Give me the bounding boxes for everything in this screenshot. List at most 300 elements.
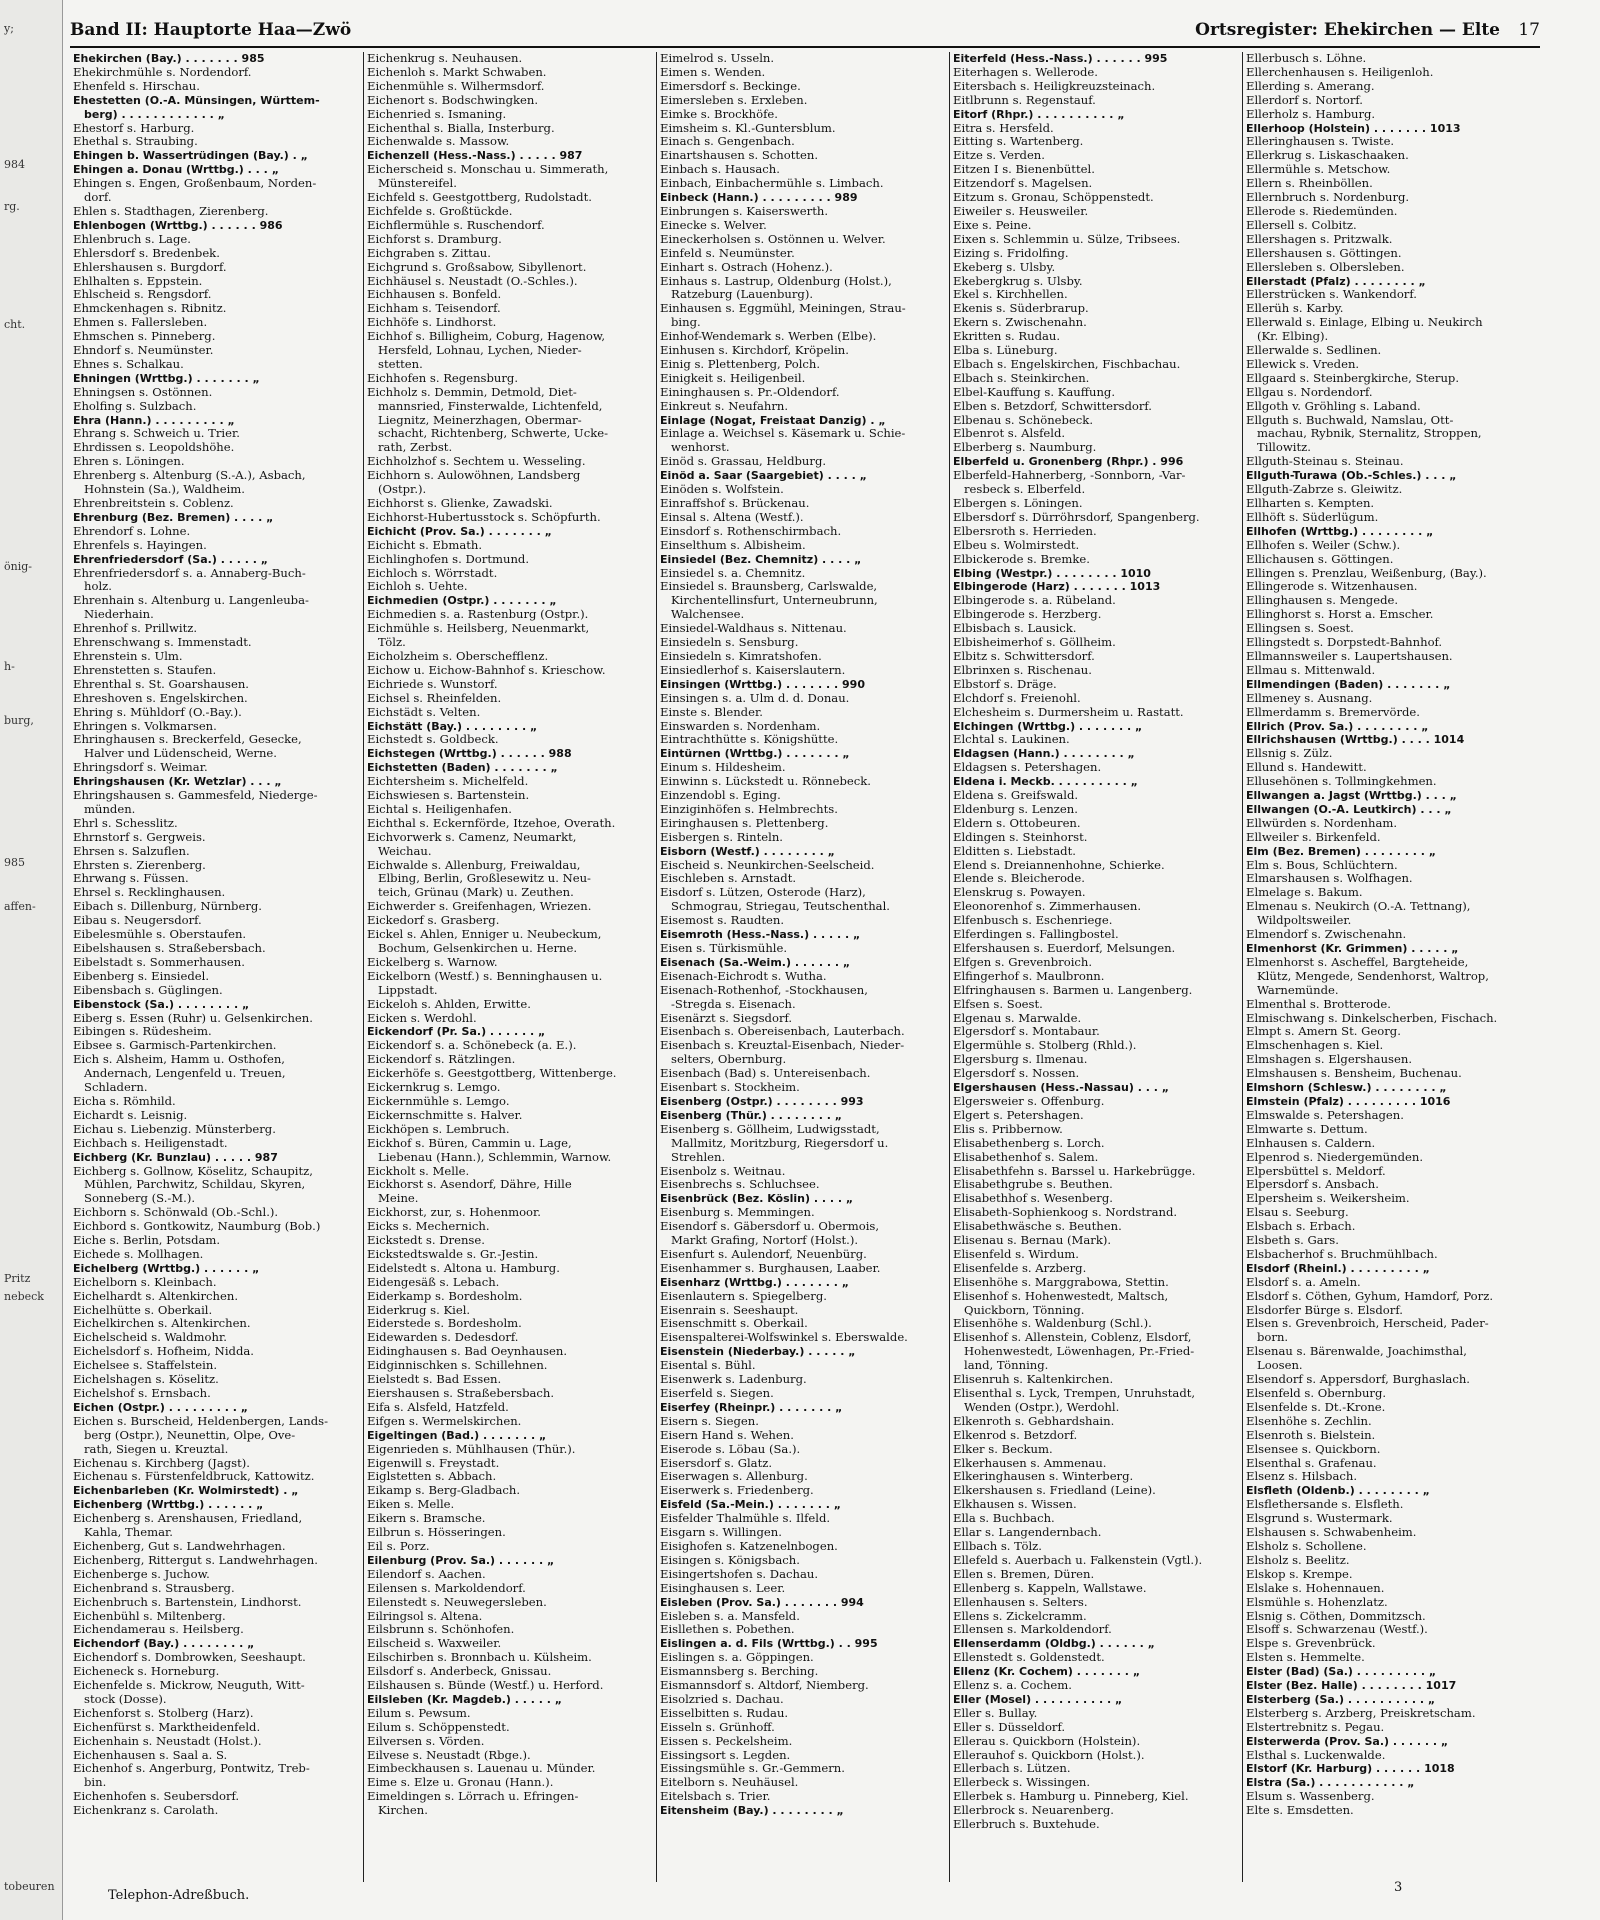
- register-entry: Eichenhain s. Neustadt (Holst.).: [73, 1734, 262, 1748]
- register-entry-continuation: stock (Dosse).: [84, 1692, 167, 1706]
- register-entry-continuation: Ratzeburg (Lauenburg).: [671, 288, 814, 302]
- register-entry: Eisolzried s. Dachau.: [660, 1692, 784, 1706]
- register-entry: Eilenstedt s. Neuwegersleben.: [367, 1595, 547, 1609]
- register-entry: Einste s. Blender.: [660, 705, 763, 719]
- register-entry-continuation: land, Tönning.: [964, 1359, 1049, 1373]
- register-entry: Einbrungen s. Kaiserswerth.: [660, 204, 829, 218]
- register-entry: Elmendorf s. Zwischenahn.: [1246, 928, 1407, 942]
- register-entry: Elgenau s. Marwalde.: [953, 1011, 1082, 1025]
- register-entry: Eiterhagen s. Wellerode.: [953, 65, 1098, 79]
- register-entry: Eilbrun s. Hösseringen.: [367, 1526, 506, 1540]
- register-entry: Eickendorf s. Rätzlingen.: [367, 1053, 516, 1067]
- register-entry: Eiche s. Berlin, Potsdam.: [73, 1234, 221, 1248]
- register-entry: Eimbeckhausen s. Lauenau u. Münder.: [367, 1762, 596, 1776]
- register-entry: Ellmerdamm s. Bremervörde.: [1246, 705, 1420, 719]
- register-entry: Einlage a. Weichsel s. Käsemark u. Schie-: [660, 427, 906, 441]
- edge-fragment: affen-: [4, 900, 36, 913]
- register-entry: Elbergen s. Löningen.: [953, 497, 1083, 510]
- register-entry-continuation: rath, Zerbst.: [378, 441, 453, 455]
- register-entry: Elberfeld-Hahnerberg, -Sonnborn, -Var-: [953, 469, 1186, 483]
- register-entry: Eichhorst s. Glienke, Zawadski.: [367, 497, 553, 510]
- register-entry: Eichberg (Kr. Bunzlau) . . . . . 987: [73, 1150, 278, 1164]
- register-entry: Eiringhausen s. Plettenberg.: [660, 816, 829, 830]
- register-entry: Elbach s. Steinkirchen.: [953, 371, 1090, 385]
- register-entry: Eickstedt s. Drense.: [367, 1234, 485, 1248]
- register-entry: Eichelberg (Wrttbg.) . . . . . . „: [73, 1261, 260, 1275]
- register-entry: Eifa s. Alsfeld, Hatzfeld.: [367, 1400, 509, 1414]
- register-entry: Eibensbach s. Güglingen.: [73, 983, 223, 997]
- register-entry: Ellerstadt (Pfalz) . . . . . . . . „: [1246, 274, 1426, 288]
- register-entry: Eixe s. Peine.: [953, 218, 1032, 232]
- register-entry: Elsflethersande s. Elsfleth.: [1246, 1498, 1404, 1512]
- register-entry: Eichelshof s. Ernsbach.: [73, 1387, 211, 1400]
- register-entry: Elfsen s. Soest.: [953, 997, 1043, 1011]
- register-entry: Elsenz s. Hilsbach.: [1246, 1470, 1358, 1484]
- register-entry: Eichwerder s. Greifenhagen, Wriezen.: [367, 900, 592, 914]
- register-entry: Elkhausen s. Wissen.: [953, 1498, 1077, 1512]
- register-entry: Ellerau s. Quickborn (Holstein).: [953, 1734, 1141, 1748]
- register-entry: Ehrenthal s. St. Goarshausen.: [73, 677, 249, 691]
- register-entry: Elferdingen s. Fallingbostel.: [953, 928, 1119, 942]
- register-entry: Elisenhof s. Allenstein, Coblenz, Elsdorf,: [953, 1331, 1192, 1345]
- register-entry: Ekritten s. Rudau.: [953, 330, 1061, 344]
- register-entry: Eiglstetten s. Abbach.: [367, 1470, 497, 1484]
- register-entry: Elbersroth s. Herrieden.: [953, 524, 1097, 538]
- register-entry: Elsten s. Hemmelte.: [1246, 1651, 1365, 1665]
- register-entry: Ellingen s. Prenzlau, Weißenburg, (Bay.).: [1246, 566, 1487, 580]
- register-entry: Eilsdorf s. Anderbeck, Gnissau.: [367, 1665, 552, 1679]
- register-entry: Eislingen s. a. Göppingen.: [660, 1651, 814, 1665]
- register-entry: Ellgoth v. Gröhling s. Laband.: [1246, 399, 1421, 413]
- register-entry: Eichfelde s. Großtückde.: [367, 204, 513, 218]
- register-entry: Elba s. Lüneburg.: [953, 344, 1058, 358]
- register-entry: Ekenis s. Süderbrarup.: [953, 302, 1089, 316]
- register-entry: Eiserfeld s. Siegen.: [660, 1387, 774, 1400]
- register-entry: Eleonorenhof s. Zimmerhausen.: [953, 900, 1142, 914]
- register-entry: Elpenrod s. Niedergemünden.: [1246, 1150, 1424, 1164]
- register-entry: Eichenzell (Hess.-Nass.) . . . . . 987: [367, 149, 583, 163]
- register-entry: Eichenwalde s. Massow.: [367, 135, 510, 149]
- register-entry: Eichendorf (Bay.) . . . . . . . . „: [73, 1637, 255, 1651]
- register-entry: Elben s. Betzdorf, Schwittersdorf.: [953, 399, 1152, 413]
- register-entry: Eichforst s. Dramburg.: [367, 232, 502, 246]
- register-entry: Ehringsdorf s. Weimar.: [73, 761, 208, 775]
- register-entry: Einfeld s. Neumünster.: [660, 246, 795, 260]
- register-entry: Einziginhöfen s. Helmbrechts.: [660, 802, 838, 816]
- register-entry: Ehrenstein s. Ulm.: [73, 649, 183, 663]
- register-entry: Ellbach s. Tölz.: [953, 1539, 1042, 1553]
- register-entry: Eisenspalterei-Wolfswinkel s. Eberswalde.: [660, 1331, 908, 1345]
- register-entry: Eichenhofen s. Seubersdorf.: [73, 1790, 240, 1804]
- register-entry: Ehrenbreitstein s. Coblenz.: [73, 497, 234, 510]
- register-entry-continuation: bin.: [84, 1776, 107, 1790]
- register-entry: Elsbacherhof s. Bruchmühlbach.: [1246, 1247, 1438, 1261]
- register-entry: Ellhöft s. Süderlügum.: [1246, 510, 1379, 524]
- register-entry: Elmwarte s. Dettum.: [1246, 1122, 1368, 1136]
- register-entry: Elmstein (Pfalz) . . . . . . . . . 1016: [1246, 1094, 1451, 1108]
- register-entry: Eichlinghofen s. Dortmund.: [367, 552, 530, 566]
- register-entry: Eichstegen (Wrttbg.) . . . . . . 988: [367, 747, 572, 761]
- register-entry: Einsiedeln s. Sensburg.: [660, 636, 799, 650]
- register-entry: Ehrenschwang s. Immenstadt.: [73, 636, 252, 650]
- register-entry-continuation: Sonneberg (S.-M.).: [84, 1192, 196, 1206]
- register-entry: Eisllethen s. Pobethen.: [660, 1623, 795, 1637]
- register-entry: Ehrenstetten s. Staufen.: [73, 663, 217, 677]
- edge-fragment: nebeck: [4, 1290, 44, 1303]
- register-entry: Eisendorf s. Gäbersdorf u. Obermois,: [660, 1220, 880, 1234]
- register-entry: Eissingsort s. Legden.: [660, 1748, 791, 1762]
- register-entry: Einwinn s. Lückstedt u. Rönnebeck.: [660, 775, 871, 789]
- page-header: [70, 18, 1540, 48]
- register-entry: Ellguth s. Buchwald, Namslau, Ott-: [1246, 413, 1454, 427]
- register-entry: Eichloch s. Wörrstadt.: [367, 566, 498, 580]
- register-entry: Elmenthal s. Brotterode.: [1246, 997, 1391, 1011]
- register-entry: Elbing (Westpr.) . . . . . . . . 1010: [953, 566, 1151, 580]
- register-entry: Eintürnen (Wrttbg.) . . . . . . . „: [660, 747, 850, 761]
- register-entry: Eilshausen s. Bünde (Westf.) u. Herford.: [367, 1679, 604, 1693]
- register-entry: Ellershagen s. Pritzwalk.: [1246, 232, 1393, 246]
- register-entry: Eislingen a. d. Fils (Wrttbg.) . . 995: [660, 1637, 878, 1651]
- register-entry: Elenskrug s. Powayen.: [953, 886, 1086, 900]
- register-entry: Eichenforst s. Stolberg (Harz).: [73, 1706, 254, 1720]
- edge-fragment: h-: [4, 660, 15, 673]
- register-entry-continuation: berg) . . . . . . . . . . . . „: [84, 107, 225, 121]
- register-entry: Eiserode s. Löbau (Sa.).: [660, 1442, 801, 1456]
- register-entry: Eichstädt s. Velten.: [367, 705, 481, 719]
- register-entry: Eitzendorf s. Magelsen.: [953, 177, 1093, 191]
- register-entry: Eichbord s. Gontkowitz, Naumburg (Bob.): [73, 1220, 321, 1234]
- register-entry: Eickel s. Ahlen, Enniger u. Neubeckum,: [367, 928, 602, 942]
- register-entry: Ehndorf s. Neumünster.: [73, 344, 214, 358]
- register-entry: Ehlhalten s. Eppstein.: [73, 274, 203, 288]
- edge-fragment: 984: [4, 158, 25, 171]
- register-entry-continuation: Lippstadt.: [378, 983, 438, 997]
- register-entry: Ehlenbruch s. Lage.: [73, 232, 191, 246]
- register-entry: Ehrsel s. Recklinghausen.: [73, 886, 226, 900]
- register-entry-continuation: Wenden (Ostpr.), Werdohl.: [964, 1400, 1120, 1414]
- register-entry: Elisabethfehn s. Barssel u. Harkebrügge.: [953, 1164, 1196, 1178]
- register-entry: Eichborn s. Schönwald (Ob.-Schl.).: [73, 1206, 279, 1220]
- register-entry: Eisenberg (Thür.) . . . . . . . . „: [660, 1108, 842, 1122]
- register-entry: Eichsel s. Rheinfelden.: [367, 691, 502, 705]
- register-entry: Elsau s. Seeburg.: [1246, 1206, 1349, 1220]
- register-entry: Ellernbruch s. Nordenburg.: [1246, 191, 1410, 205]
- register-entry: Ekeberg s. Ulsby.: [953, 260, 1056, 274]
- register-entry: Ellmau s. Mittenwald.: [1246, 663, 1376, 677]
- register-entry: Ehrenfriedersdorf (Sa.) . . . . . „: [73, 552, 268, 566]
- register-entry: Elkenroth s. Gebhardshain.: [953, 1414, 1115, 1428]
- register-entry: Elsenthal s. Grafenau.: [1246, 1456, 1377, 1470]
- register-entry-continuation: Halver und Lüdenscheid, Werne.: [84, 747, 277, 761]
- register-entry: Einbach, Einbachermühle s. Limbach.: [660, 177, 884, 191]
- register-entry: Ellhofen s. Weiler (Schw.).: [1246, 538, 1401, 552]
- register-entry: Ehrenfels s. Hayingen.: [73, 538, 207, 552]
- header-page-number: 17: [1518, 20, 1540, 40]
- register-entry: Elsmühle s. Hohenzlatz.: [1246, 1595, 1388, 1609]
- register-entry: Eichberg s. Gollnow, Köselitz, Schaupitz,: [73, 1164, 313, 1178]
- register-entry: Ehrenburg (Bez. Bremen) . . . . „: [73, 510, 274, 524]
- register-entry: Elmshagen s. Elgershausen.: [1246, 1053, 1413, 1067]
- register-entry: Eller s. Düsseldorf.: [953, 1720, 1066, 1734]
- edge-fragment: tobeuren: [4, 1880, 55, 1893]
- register-entry-continuation: Elbing, Berlin, Großlesewitz u. Neu-: [378, 872, 591, 886]
- register-entry: Ellinghorst s. Horst a. Emscher.: [1246, 608, 1434, 622]
- register-entry: Eisemost s. Raudten.: [660, 914, 785, 928]
- register-entry: Ellenhausen s. Selters.: [953, 1595, 1088, 1609]
- edge-fragment: burg,: [4, 714, 34, 727]
- register-entry: Ehlscheid s. Rengsdorf.: [73, 288, 212, 302]
- register-entry: Eichen (Ostpr.) . . . . . . . . . „: [73, 1400, 249, 1414]
- register-entry: Eimelrod s. Usseln.: [660, 52, 775, 65]
- register-entry: Eisenharz (Wrttbg.) . . . . . . . „: [660, 1275, 850, 1289]
- register-entry: Eiserwagen s. Allenburg.: [660, 1470, 808, 1484]
- register-entry: Elis s. Pribbernow.: [953, 1122, 1063, 1136]
- register-entry: Eichenfürst s. Marktheidenfeld.: [73, 1720, 261, 1734]
- register-entry: Ehningen (Wrttbg.) . . . . . . . „: [73, 371, 260, 385]
- register-entry: Elsbach s. Erbach.: [1246, 1220, 1356, 1234]
- register-entry-continuation: (Ostpr.).: [378, 483, 427, 497]
- register-entry: Elchtal s. Laukinen.: [953, 733, 1070, 747]
- register-column-3: [656, 52, 939, 1882]
- register-entry: Eholfing s. Sulzbach.: [73, 399, 197, 413]
- register-entry: Ehmckenhagen s. Ribnitz.: [73, 302, 227, 316]
- register-entry: Eisenburg s. Memmingen.: [660, 1206, 815, 1220]
- register-entry: Eisenhammer s. Burghausen, Laaber.: [660, 1261, 881, 1275]
- register-entry: Eisenberg (Ostpr.) . . . . . . . . 993: [660, 1094, 864, 1108]
- register-entry: Elchdorf s. Freienohl.: [953, 691, 1081, 705]
- register-entry: Ehringen s. Volkmarsen.: [73, 719, 217, 733]
- register-entry: Elsoff s. Schwarzenau (Westf.).: [1246, 1623, 1428, 1637]
- register-entry: Ellsnig s. Zülz.: [1246, 747, 1333, 761]
- register-entry: Elsdorfer Bürge s. Elsdorf.: [1246, 1303, 1403, 1317]
- register-entry: Einöden s. Wolfstein.: [660, 483, 784, 497]
- register-entry: Ellewick s. Vreden.: [1246, 357, 1360, 371]
- register-entry: Elisenhöhe s. Waldenburg (Schl.).: [953, 1317, 1152, 1331]
- register-entry: Elbersdorf s. Dürröhrsdorf, Spangenberg.: [953, 510, 1200, 524]
- register-entry: Eimersdorf s. Beckinge.: [660, 79, 801, 93]
- register-entry: Eichfeld s. Geestgottberg, Rudolstadt.: [367, 191, 592, 205]
- register-entry: Elisenhöhe s. Marggrabowa, Stettin.: [953, 1275, 1169, 1289]
- register-entry: Eisinghausen s. Leer.: [660, 1581, 786, 1595]
- register-entry-continuation: schacht, Richtenberg, Schwerte, Ucke-: [378, 427, 609, 441]
- register-entry: Eitelborn s. Neuhäusel.: [660, 1776, 799, 1790]
- register-entry: Einartshausen s. Schotten.: [660, 149, 819, 163]
- register-entry: Einsiedeln s. Kimratshofen.: [660, 649, 822, 663]
- register-entry: Elsen s. Grevenbroich, Herscheid, Pader-: [1246, 1317, 1489, 1331]
- register-entry: Ellen s. Bremen, Düren.: [953, 1567, 1095, 1581]
- register-entry: Eibenberg s. Einsiedel.: [73, 969, 210, 983]
- register-entry-continuation: dorf.: [84, 191, 112, 205]
- register-entry: Eichenfelde s. Mickrow, Neuguth, Witt-: [73, 1679, 305, 1693]
- register-entry: Elfringhausen s. Barmen u. Langenberg.: [953, 983, 1193, 997]
- register-entry: Elgersdorf s. Nossen.: [953, 1067, 1080, 1081]
- register-entry: Elbisbach s. Lausick.: [953, 622, 1077, 636]
- register-entry: Ehestorf s. Harburg.: [73, 121, 195, 135]
- register-entry: Eibelstadt s. Sommerhausen.: [73, 955, 245, 969]
- register-entry: Ehrendorf s. Lohne.: [73, 524, 191, 538]
- register-entry: Einsingen (Wrttbg.) . . . . . . . 990: [660, 677, 865, 691]
- register-entry: Elbingerode (Harz) . . . . . . . 1013: [953, 580, 1161, 594]
- register-entry: Eldenburg s. Lenzen.: [953, 802, 1078, 816]
- register-entry: Ellenberg s. Kappeln, Wallstawe.: [953, 1581, 1147, 1595]
- register-entry: Eichenau s. Fürstenfeldbruck, Kattowitz.: [73, 1470, 315, 1484]
- register-entry: Eisenbolz s. Weitnau.: [660, 1164, 786, 1178]
- register-entry: Ellguth-Turawa (Ob.-Schles.) . . . „: [1246, 469, 1457, 483]
- register-entry: Einsiedlerhof s. Kaiserslautern.: [660, 663, 846, 677]
- register-entry: Ehrenhof s. Prillwitz.: [73, 622, 198, 636]
- register-entry: Elte s. Emsdetten.: [1246, 1804, 1354, 1818]
- register-entry-continuation: berg (Ostpr.), Neunettin, Olpe, Ove-: [84, 1428, 296, 1442]
- register-entry: Eichtersheim s. Michelfeld.: [367, 775, 529, 789]
- register-entry: Ehlenbogen (Wrttbg.) . . . . . . 986: [73, 218, 283, 232]
- register-entry: Elbickerode s. Bremke.: [953, 552, 1090, 566]
- register-entry: Eidinghausen s. Bad Oeynhausen.: [367, 1345, 568, 1359]
- register-entry-continuation: Quickborn, Tönning.: [964, 1303, 1085, 1317]
- register-entry: Elstertrebnitz s. Pegau.: [1246, 1720, 1385, 1734]
- register-entry: Eichenbrand s. Strausberg.: [73, 1581, 235, 1595]
- register-entry: Ehringshausen (Kr. Wetzlar) . . . „: [73, 775, 282, 789]
- register-entry: Eissen s. Peckelsheim.: [660, 1734, 793, 1748]
- register-entry: Elbach s. Engelskirchen, Fischbachau.: [953, 357, 1181, 371]
- register-entry: Elisabeth-Sophienkoog s. Nordstrand.: [953, 1206, 1178, 1220]
- register-entry: Eichicht (Prov. Sa.) . . . . . . . „: [367, 524, 552, 538]
- register-entry: Eichvorwerk s. Camenz, Neumarkt,: [367, 830, 577, 844]
- register-entry: Eichmühle s. Heilsberg, Neuenmarkt,: [367, 622, 590, 636]
- register-entry: Elgersweier s. Offenburg.: [953, 1094, 1105, 1108]
- register-entry: Elbingerode s. Herzberg.: [953, 608, 1102, 622]
- register-entry: Eibelshausen s. Straßebersbach.: [73, 942, 266, 955]
- register-entry: Eiserfey (Rheinpr.) . . . . . . . „: [660, 1400, 843, 1414]
- register-entry: Ellerode s. Riedemünden.: [1246, 204, 1398, 218]
- register-entry: Eichow u. Eichow-Bahnhof s. Krieschow.: [367, 663, 606, 677]
- register-entry: Ellern s. Rheinböllen.: [1246, 177, 1373, 191]
- register-entry: Eil s. Porz.: [367, 1539, 430, 1553]
- register-entry: Eitensheim (Bay.) . . . . . . . . „: [660, 1804, 844, 1818]
- register-entry: Eichelscheid s. Waldmohr.: [73, 1331, 227, 1345]
- register-entry: Ehrdissen s. Leopoldshöhe.: [73, 441, 235, 455]
- register-entry: Einöd a. Saar (Saargebiet) . . . . „: [660, 469, 867, 483]
- register-entry: Elsterberg (Sa.) . . . . . . . . . . „: [1246, 1692, 1436, 1706]
- register-entry: Eibsee s. Garmisch-Partenkirchen.: [73, 1039, 277, 1053]
- register-entry: Eichenhausen s. Saal a. S.: [73, 1748, 228, 1762]
- register-entry: Eisingen s. Königsbach.: [660, 1553, 800, 1567]
- register-entry: Eilscheid s. Waxweiler.: [367, 1637, 502, 1651]
- register-entry: Einig s. Plettenberg, Polch.: [660, 357, 821, 371]
- register-entry: Eibelesmühle s. Oberstaufen.: [73, 928, 247, 942]
- register-entry: Ekern s. Zwischenahn.: [953, 316, 1087, 330]
- register-entry: Eisenberg s. Göllheim, Ludwigsstadt,: [660, 1122, 880, 1136]
- register-entry: Elmischwang s. Dinkelscherben, Fischach.: [1246, 1011, 1498, 1025]
- register-entry-continuation: resbeck s. Elberfeld.: [964, 483, 1086, 497]
- register-entry: Eichede s. Mollhagen.: [73, 1247, 204, 1261]
- register-entry: Eisenärzt s. Siegsdorf.: [660, 1011, 793, 1025]
- register-entry: Eichthal s. Eckernförde, Itzehoe, Overath.: [367, 816, 616, 830]
- register-entry: Elbrinxen s. Rischenau.: [953, 663, 1092, 677]
- register-entry: Eickholt s. Melle.: [367, 1164, 470, 1178]
- register-entry: Eickernmühle s. Lemgo.: [367, 1094, 510, 1108]
- register-entry: Ellerbusch s. Löhne.: [1246, 52, 1367, 65]
- register-entry: Eller s. Bullay.: [953, 1706, 1038, 1720]
- register-entry: Eichenberg s. Arenshausen, Friedland,: [73, 1512, 303, 1526]
- register-entry: Elbel-Kauffung s. Kauffung.: [953, 385, 1116, 399]
- register-entry-continuation: holz.: [84, 580, 112, 594]
- register-entry: Eilsbrunn s. Schönhofen.: [367, 1623, 515, 1637]
- register-entry: Ehingen s. Engen, Großenbaum, Norden-: [73, 177, 317, 191]
- register-entry: Eiderkamp s. Bordesholm.: [367, 1289, 523, 1303]
- register-entry: Ellingstedt s. Dorpstedt-Bahnhof.: [1246, 636, 1443, 650]
- register-entry: Eichhorst-Hubertusstock s. Schöpfurth.: [367, 510, 601, 524]
- register-entry-continuation: Kahla, Themar.: [84, 1526, 173, 1540]
- register-entry: Eichenau s. Kirchberg (Jagst).: [73, 1456, 250, 1470]
- register-entry: Eichflermühle s. Ruschendorf.: [367, 218, 545, 232]
- register-entry: Eilendorf s. Aachen.: [367, 1567, 486, 1581]
- register-entry: Eickhof s. Büren, Cammin u. Lage,: [367, 1136, 572, 1150]
- register-entry: Einum s. Hildesheim.: [660, 761, 786, 775]
- register-entry: Elmarshausen s. Wolfhagen.: [1246, 872, 1413, 886]
- register-entry-continuation: Tölz.: [378, 636, 406, 650]
- register-entry: Ellershausen s. Göttingen.: [1246, 246, 1402, 260]
- register-entry-continuation: mannsried, Finsterwalde, Lichtenfeld,: [378, 399, 603, 413]
- register-entry: Eichardt s. Leisnig.: [73, 1108, 188, 1122]
- register-entry: Eintrachthütte s. Königshütte.: [660, 733, 839, 747]
- register-entry: Eiberg s. Essen (Ruhr) u. Gelsenkirchen.: [73, 1011, 313, 1025]
- register-entry: Elsenau s. Bärenwalde, Joachimsthal,: [1246, 1345, 1467, 1359]
- register-entry: Elsbeth s. Gars.: [1246, 1234, 1339, 1248]
- register-entry: Eichstätt (Bay.) . . . . . . . . „: [367, 719, 538, 733]
- register-entry: Elm (Bez. Bremen) . . . . . . . . „: [1246, 844, 1437, 858]
- register-entry: Einzendobl s. Eging.: [660, 789, 781, 803]
- register-entry: Eichenberg, Gut s. Landwehrhagen.: [73, 1539, 286, 1553]
- register-entry: Eisenwerk s. Ladenburg.: [660, 1373, 807, 1387]
- register-entry: Eifgen s. Wermelskirchen.: [367, 1414, 522, 1428]
- register-entry: Eilsleben (Kr. Magdeb.) . . . . . „: [367, 1692, 563, 1706]
- register-entry: Ellens s. Zickelcramm.: [953, 1609, 1087, 1623]
- register-entry: Eisborn (Westf.) . . . . . . . . „: [660, 844, 835, 858]
- register-entry: Ellersell s. Colbitz.: [1246, 218, 1357, 232]
- register-entry: Ellwürden s. Nordenham.: [1246, 816, 1398, 830]
- register-entry: Elisabethhof s. Wesenberg.: [953, 1192, 1113, 1206]
- register-entry: Ellingerode s. Witzenhausen.: [1246, 580, 1418, 594]
- register-entry: Eisleben (Prov. Sa.) . . . . . . . 994: [660, 1595, 864, 1609]
- register-entry: Elisenruh s. Kaltenkirchen.: [953, 1373, 1114, 1387]
- register-entry: Elsenfeld s. Obernburg.: [1246, 1387, 1387, 1400]
- register-entry: Eismannsberg s. Berching.: [660, 1665, 819, 1679]
- register-entry: Ellwangen a. Jagst (Wrttbg.) . . . „: [1246, 789, 1457, 803]
- register-entry-continuation: Liegnitz, Meinerzhagen, Obermar-: [378, 413, 582, 427]
- register-entry: Elbeu s. Wolmirstedt.: [953, 538, 1080, 552]
- register-entry: Elbenau s. Schönebeck.: [953, 413, 1094, 427]
- register-entry: Eldern s. Ottobeuren.: [953, 816, 1081, 830]
- register-entry: Eldagsen (Hann.) . . . . . . . . „: [953, 747, 1135, 761]
- register-entry: Elmpt s. Amern St. Georg.: [1246, 1025, 1401, 1039]
- register-entry: Ellenz s. a. Cochem.: [953, 1679, 1072, 1693]
- register-entry: Elfingerhof s. Maulbronn.: [953, 969, 1105, 983]
- register-entry: Eimen s. Wenden.: [660, 65, 766, 79]
- register-entry-continuation: Walchensee.: [671, 608, 745, 622]
- register-entry: Elm s. Bous, Schlüchtern.: [1246, 858, 1398, 872]
- register-entry: Ellerbach s. Lützen.: [953, 1762, 1071, 1776]
- register-entry: Ellensen s. Markoldendorf.: [953, 1623, 1112, 1637]
- register-entry: Ellerwald s. Einlage, Elbing u. Neukirch: [1246, 316, 1483, 330]
- register-entry: Ellmannsweiler s. Laupertshausen.: [1246, 649, 1453, 663]
- register-entry-continuation: selters, Obernburg.: [671, 1053, 787, 1067]
- register-entry: Ehra (Hann.) . . . . . . . . . „: [73, 413, 235, 427]
- register-entry: Eichau s. Liebenzig. Münsterberg.: [73, 1122, 276, 1136]
- register-entry: Einbeck (Hann.) . . . . . . . . . 989: [660, 191, 858, 205]
- register-entry: Elbenrot s. Alsfeld.: [953, 427, 1066, 441]
- register-entry: Eichholzhof s. Sechtem u. Wesseling.: [367, 455, 586, 469]
- register-entry: Einhof-Wendemark s. Werben (Elbe).: [660, 330, 877, 344]
